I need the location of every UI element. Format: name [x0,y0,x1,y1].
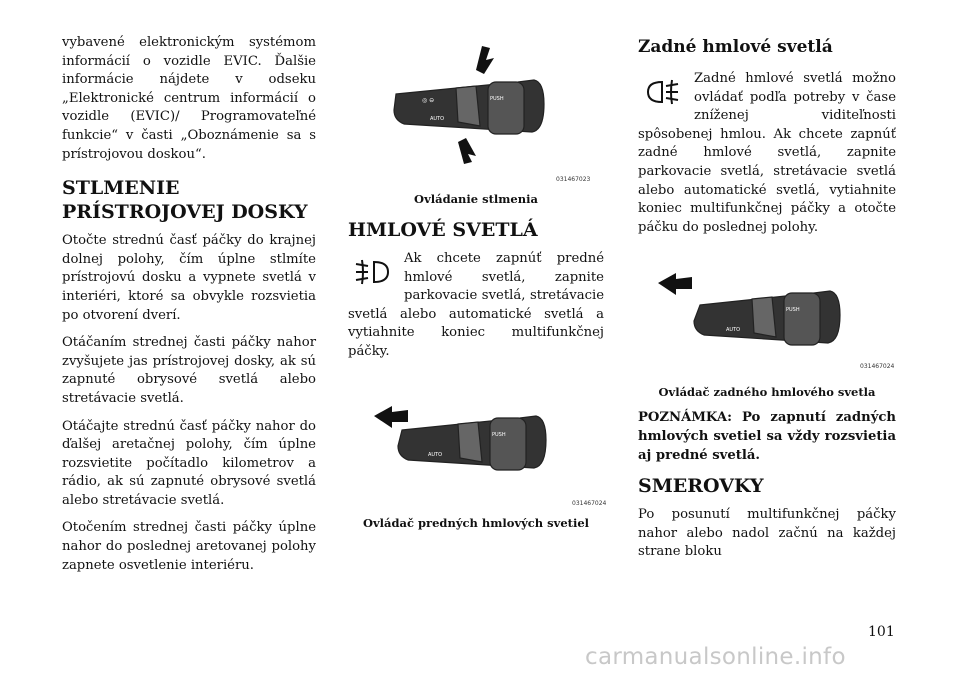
column-middle [348,34,607,530]
figure-dimmer-control [348,34,604,183]
arrow-down-icon [458,138,476,164]
figure-front-fog [348,386,607,508]
section-heading-turn-signals: SMEROVKY [638,475,764,498]
svg-text:PUSH: PUSH [492,431,506,438]
stalk-dimmer-illustration [348,34,604,176]
dimmer-paragraph-4: Otočením strednej časti páčky úplne nahor do poslednej aretovanej polohy zapnete osvetlenie interiéru. [62,520,316,573]
figure-rear-fog [638,265,896,383]
figure-caption-dimmer: Ovládanie stlmenia [414,192,538,206]
dimmer-paragraph-3: Otáčajte strednú časť páčky nahor do ďalšej aretačnej polohy, čím úplne rozsvietite počítadlo kilometrov a rádio, ak sú zapnuté obrysové svetlá alebo stretávacie svetlá. [62,418,316,508]
rear-fog-paragraph: Zadné hmlové svetlá možno ovládať podľa potreby v čase zníženej viditeľnosti spôsobenej hmlou. Ak chcete zapnúť zadné hmlové svetlá, zapnite parkovacie svetlá, stretávacie svetlá alebo automatické svetlá, vytiahnite koniec multifunkčnej páčky a otočte páčku do poslednej polohy. [638,71,896,235]
intro-paragraph: vybavené elektronickým systémom informácií o vozidle EVIC. Ďalšie informácie nájdete v odseku „Elektronické centrum informácií o vozidle (EVIC)/ Programovateľné funkcie“ v časti „Oboznámenie sa s prístrojovou doskou“. [62,35,316,162]
svg-text:AUTO: AUTO [428,451,443,458]
section-heading-fog: HMLOVÉ SVETLÁ [348,219,538,241]
column-right [638,34,896,571]
arrow-up-icon [476,46,494,74]
rear-fog-light-icon [638,74,690,110]
figure-caption-rear-fog: Ovládač zadného hmlového svetla [658,385,876,400]
heading-line-1: STLMENIE [62,177,180,200]
figure-code: 031467023 [556,176,591,183]
svg-text:AUTO: AUTO [726,327,741,334]
svg-text:◎ ⊖: ◎ ⊖ [422,97,435,104]
heading-line-2: PRÍSTROJOVEJ DOSKY [62,201,308,224]
svg-text:PUSH: PUSH [490,96,504,102]
dimmer-paragraph-1: Otočte strednú časť páčky do krajnej dolnej polohy, čím úplne stlmíte prístrojovú dosku a vypnete svetlá v interiéri, ktoré sa obvykle rozsvietia po otvorení dverí. [62,233,316,323]
section-heading-rear-fog: Zadné hmlové svetlá [638,37,833,57]
section-heading-dimmer [62,176,316,224]
note-paragraph: POZNÁMKA: Po zapnutí zadných hmlových svetiel sa vždy rozsvietia aj predné svetlá. [638,410,896,463]
figure-code: 031467024 [572,499,607,507]
turn-signals-paragraph: Po posunutí multifunkčnej páčky nahor alebo nadol začnú na každej strane bloku [638,507,896,560]
dimmer-paragraph-2: Otáčaním strednej časti páčky nahor zvyšujete jas prístrojovej dosky, ak sú zapnuté obrysové svetlá alebo stretávacie svetlá. [62,335,316,406]
column-left [62,34,316,584]
fog-paragraph: Ak chcete zapnúť predné hmlové svetlá, zapnite parkovacie svetlá, stretávacie svetlá alebo automatické svetlá a vytiahnite koniec multifunkčnej páčky. [348,251,604,359]
stalk-rear-fog-illustration [638,265,896,383]
watermark: carmanualsonline.info [585,644,846,670]
arrow-left-icon [374,406,408,428]
arrow-left-icon [658,273,692,295]
stalk-front-fog-illustration [348,386,607,508]
svg-text:PUSH: PUSH [786,307,800,314]
figure-caption-front-fog: Ovládač predných hmlových svetiel [362,515,590,530]
svg-text:AUTO: AUTO [430,116,445,122]
page-number: 101 [868,624,895,640]
figure-code: 031467024 [860,363,895,371]
front-fog-light-icon [348,254,400,290]
